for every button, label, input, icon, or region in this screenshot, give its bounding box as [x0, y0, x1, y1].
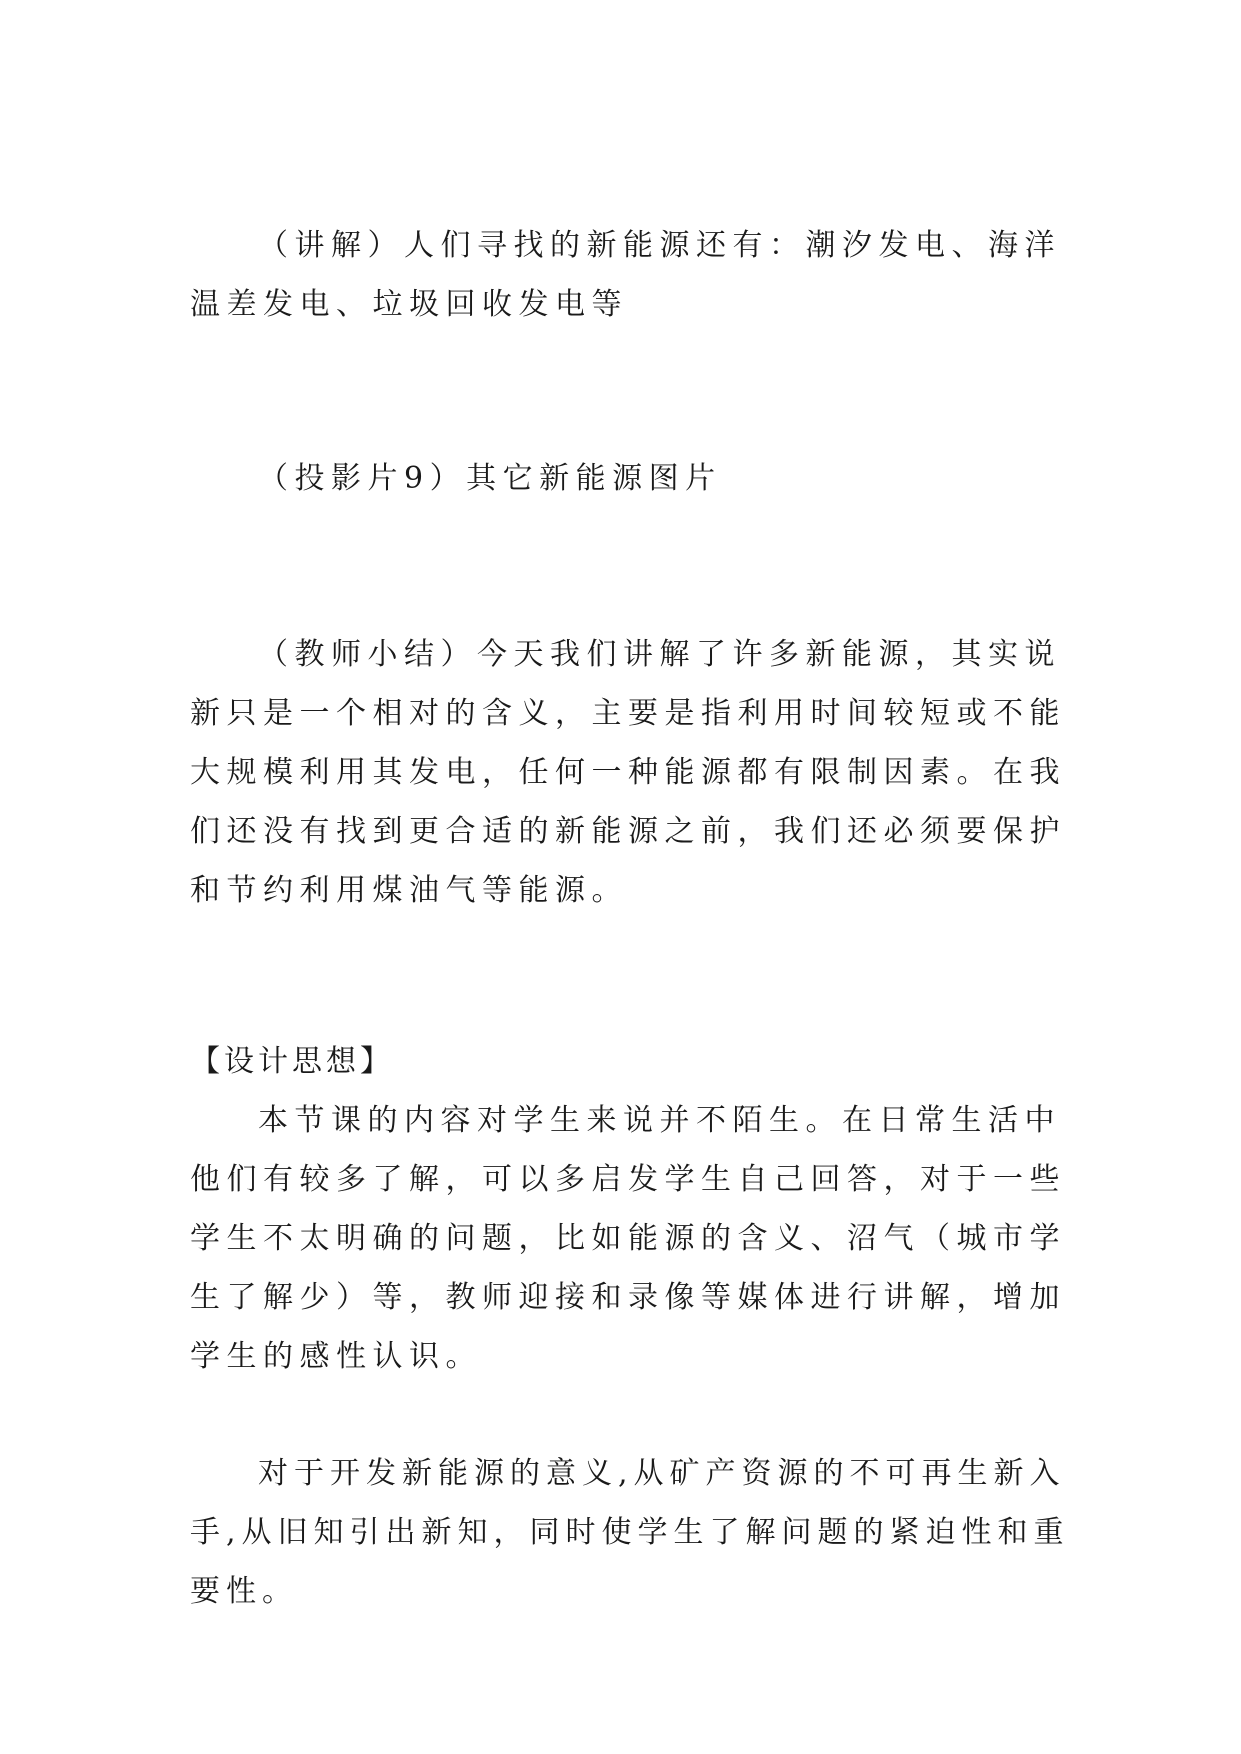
paragraph-teacher-summary: （教师小结）今天我们讲解了许多新能源，其实说新只是一个相对的含义，主要是指利用时间较短或不能大规模利用其发电，任何一种能源都有限制因素。在我们还没有找到更合适的新能源之前，我们还必须要保护和节约利用煤油气等能源。 — [190, 637, 1066, 908]
paragraph-design-1: 本节课的内容对学生来说并不陌生。在日常生活中他们有较多了解，可以多启发学生自己回答，对于一些学生不太明确的问题，比如能源的含义、沼气（城市学生了解少）等，教师迎接和录像等媒体进行讲解，增加学生的感性认识。 — [190, 1103, 1066, 1374]
paragraph-slide-9: （投影片9）其它新能源图片 — [258, 461, 722, 496]
paragraph-explanation: （讲解）人们寻找的新能源还有：潮汐发电、海洋温差发电、垃圾回收发电等 — [190, 228, 1061, 322]
section-heading-design: 【设计思想】 — [190, 1044, 394, 1079]
paragraph-design-2: 对于开发新能源的意义,从矿产资源的不可再生新入手,从旧知引出新知，同时使学生了解问题的紧迫性和重要性。 — [190, 1456, 1070, 1609]
